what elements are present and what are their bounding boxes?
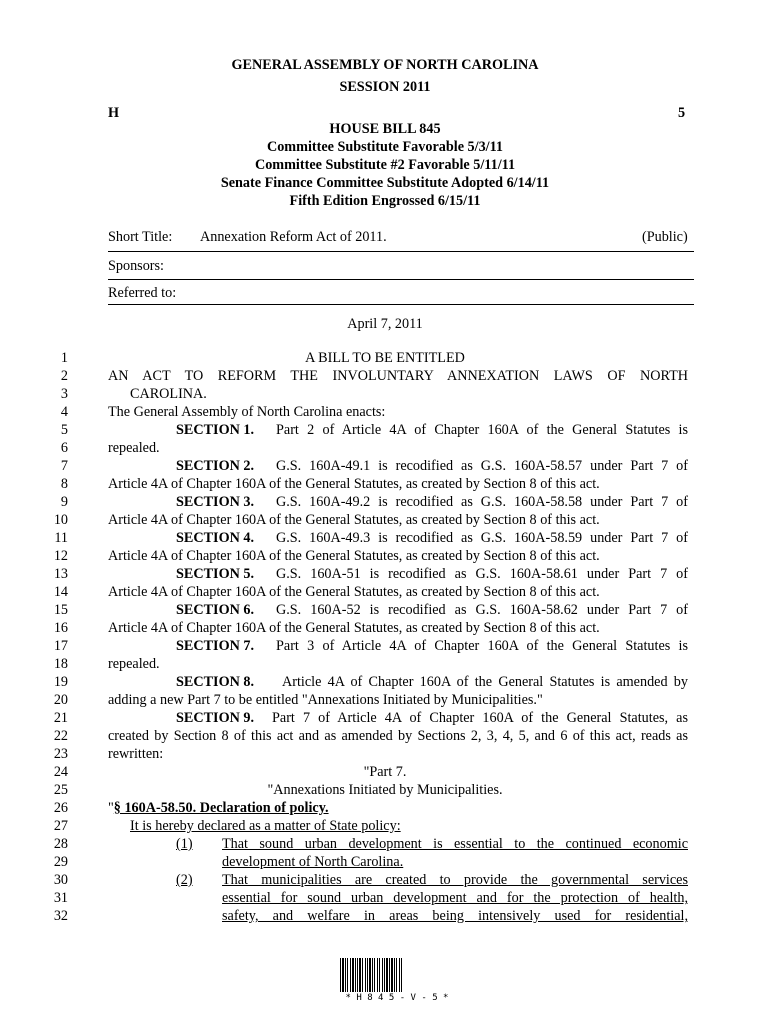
section-text: G.S. 160A-49.1 is recodified as G.S. 160A-58.57 under Part 7 of: [276, 458, 688, 474]
line-number: 3: [60, 386, 68, 402]
item-text: That sound urban development is essential to the continued economic: [222, 836, 688, 852]
line-number: 4: [60, 404, 68, 420]
enacting-clause: The General Assembly of North Carolina enacts:: [108, 404, 386, 420]
act-title-cont: CAROLINA.: [130, 386, 207, 402]
line-number: 9: [60, 494, 68, 510]
divider: [108, 279, 694, 280]
assembly-title: GENERAL ASSEMBLY OF NORTH CAROLINA: [231, 57, 539, 73]
section-text: G.S. 160A-51 is recodified as G.S. 160A-58.61 under Part 7 of: [276, 566, 688, 582]
section-text: adding a new Part 7 to be entitled "Annexations Initiated by Municipalities.": [108, 692, 543, 708]
short-title-label: Short Title:: [108, 229, 173, 245]
section-text: Article 4A of Chapter 160A of the General Statutes, as created by Section 8 of this act.: [108, 476, 600, 492]
line-number: 21: [53, 710, 68, 726]
section-text: Part 7 of Article 4A of Chapter 160A of the General Statutes, as: [272, 710, 688, 726]
referred-label: Referred to:: [108, 285, 177, 301]
line-number: 22: [53, 728, 68, 744]
part-number: "Part 7.: [363, 764, 407, 780]
bill-title: HOUSE BILL 845: [329, 121, 441, 137]
bill-entitled: A BILL TO BE ENTITLED: [305, 350, 465, 366]
section-heading: SECTION 9.: [176, 710, 255, 726]
item-text: development of North Carolina.: [222, 854, 404, 870]
line-number: 10: [53, 512, 68, 528]
statute-heading-text: § 160A-58.50. Declaration of policy.: [113, 800, 329, 816]
line-number: 17: [53, 638, 68, 654]
section-heading: SECTION 6.: [176, 602, 255, 618]
line-number: 16: [53, 620, 68, 636]
session-title: SESSION 2011: [339, 79, 431, 95]
open-quote: ": [108, 800, 114, 816]
act-title: AN ACT TO REFORM THE INVOLUNTARY ANNEXATION LAWS OF NORTH: [108, 368, 688, 384]
barcode-text: * H 8 4 5 - V - 5 *: [345, 993, 449, 1003]
item-text: safety, and welfare in areas being intensively used for residential,: [222, 908, 688, 924]
line-number: 24: [53, 764, 68, 780]
policy-intro: It is hereby declared as a matter of State policy:: [130, 818, 401, 834]
section-heading: SECTION 4.: [176, 530, 255, 546]
line-number: 31: [53, 890, 68, 906]
sponsors-label: Sponsors:: [108, 258, 164, 274]
line-number: 1: [60, 350, 68, 366]
line-number: 25: [53, 782, 68, 798]
history-line: Senate Finance Committee Substitute Adopted 6/14/11: [220, 175, 550, 191]
divider: [108, 304, 694, 305]
section-text: Part 3 of Article 4A of Chapter 160A of the General Statutes is: [276, 638, 688, 654]
section-text: repealed.: [108, 656, 160, 672]
section-text: G.S. 160A-49.3 is recodified as G.S. 160A-58.59 under Part 7 of: [276, 530, 688, 546]
barcode-stripe: [402, 958, 403, 992]
item-text: That municipalities are created to provide the governmental services: [222, 872, 688, 888]
item-text: essential for sound urban development and for the protection of health,: [222, 890, 688, 906]
barcode: [340, 958, 454, 992]
section-text: G.S. 160A-52 is recodified as G.S. 160A-58.62 under Part 7 of: [276, 602, 688, 618]
section-text: Article 4A of Chapter 160A of the General Statutes, as created by Section 8 of this act.: [108, 548, 600, 564]
statute-heading: [108, 800, 329, 817]
section-heading: SECTION 1.: [176, 422, 255, 438]
line-number: 12: [53, 548, 68, 564]
edition-number: 5: [678, 105, 686, 121]
chamber-letter: H: [108, 105, 120, 121]
history-line: Fifth Edition Engrossed 6/15/11: [289, 193, 481, 209]
history-line: Committee Substitute Favorable 5/3/11: [266, 139, 504, 155]
section-heading: SECTION 8.: [176, 674, 255, 690]
bill-date: April 7, 2011: [347, 316, 423, 332]
section-heading: SECTION 5.: [176, 566, 255, 582]
section-text: Article 4A of Chapter 160A of the General Statutes, as created by Section 8 of this act.: [108, 584, 600, 600]
public-label: (Public): [642, 229, 688, 245]
section-text: Article 4A of Chapter 160A of the General Statutes, as created by Section 8 of this act.: [108, 512, 600, 528]
section-heading: SECTION 7.: [176, 638, 255, 654]
section-heading: SECTION 3.: [176, 494, 255, 510]
section-text: G.S. 160A-49.2 is recodified as G.S. 160A-58.58 under Part 7 of: [276, 494, 688, 510]
line-number: 29: [53, 854, 68, 870]
line-number: 18: [53, 656, 68, 672]
line-number: 5: [60, 422, 68, 438]
section-text: Article 4A of Chapter 160A of the General Statutes is amended by: [282, 674, 688, 690]
line-number: 23: [53, 746, 68, 762]
short-title: Annexation Reform Act of 2011.: [200, 229, 387, 245]
line-number: 30: [53, 872, 68, 888]
line-number: 27: [53, 818, 68, 834]
line-number: 28: [53, 836, 68, 852]
history-line: Committee Substitute #2 Favorable 5/11/11: [254, 157, 516, 173]
line-number: 14: [53, 584, 68, 600]
item-number: (1): [176, 836, 193, 852]
section-heading: SECTION 2.: [176, 458, 255, 474]
line-number: 6: [60, 440, 68, 456]
section-text: Article 4A of Chapter 160A of the General Statutes, as created by Section 8 of this act.: [108, 620, 600, 636]
line-number: 8: [60, 476, 68, 492]
divider: [108, 251, 694, 252]
line-number: 20: [53, 692, 68, 708]
line-number: 7: [60, 458, 68, 474]
line-number: 13: [53, 566, 68, 582]
line-number: 32: [53, 908, 68, 924]
line-number: 11: [54, 530, 68, 546]
line-number: 26: [53, 800, 68, 816]
line-number: 19: [53, 674, 68, 690]
section-text: repealed.: [108, 440, 160, 456]
section-text: rewritten:: [108, 746, 164, 762]
item-number: (2): [176, 872, 193, 888]
line-number: 15: [53, 602, 68, 618]
line-number: 2: [60, 368, 68, 384]
part-title: "Annexations Initiated by Municipalities.: [267, 782, 503, 798]
section-text: Part 2 of Article 4A of Chapter 160A of the General Statutes is: [276, 422, 688, 438]
section-text: created by Section 8 of this act and as amended by Sections 2, 3, 4, 5, and 6 of this act, reads as: [108, 728, 688, 744]
